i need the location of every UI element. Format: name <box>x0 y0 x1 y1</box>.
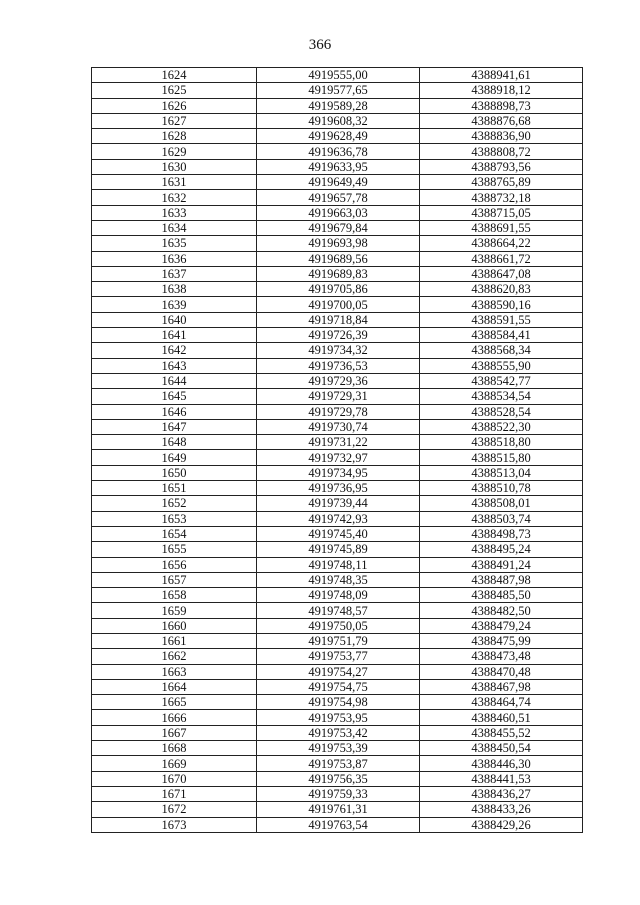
table-row <box>92 511 583 526</box>
point-number-cell: 1668 <box>92 741 257 756</box>
y-coordinate-cell: 4388836,90 <box>420 129 583 144</box>
table-row <box>92 786 583 801</box>
point-number-cell: 1655 <box>92 542 257 557</box>
coordinates-table-body <box>92 68 583 833</box>
x-coordinate-cell: 4919732,97 <box>257 450 420 465</box>
x-coordinate-cell: 4919679,84 <box>257 220 420 235</box>
table-row <box>92 297 583 312</box>
table-row <box>92 542 583 557</box>
x-coordinate-cell: 4919589,28 <box>257 98 420 113</box>
point-number-cell: 1646 <box>92 404 257 419</box>
y-coordinate-cell: 4388479,24 <box>420 618 583 633</box>
point-number-cell: 1626 <box>92 98 257 113</box>
table-row <box>92 741 583 756</box>
point-number-cell: 1644 <box>92 373 257 388</box>
table-row <box>92 817 583 832</box>
x-coordinate-cell: 4919736,53 <box>257 358 420 373</box>
x-coordinate-cell: 4919748,35 <box>257 572 420 587</box>
table-row <box>92 771 583 786</box>
point-number-cell: 1629 <box>92 144 257 159</box>
y-coordinate-cell: 4388491,24 <box>420 557 583 572</box>
point-number-cell: 1661 <box>92 633 257 648</box>
table-row <box>92 83 583 98</box>
y-coordinate-cell: 4388808,72 <box>420 144 583 159</box>
x-coordinate-cell: 4919649,49 <box>257 175 420 190</box>
point-number-cell: 1630 <box>92 159 257 174</box>
point-number-cell: 1628 <box>92 129 257 144</box>
x-coordinate-cell: 4919693,98 <box>257 236 420 251</box>
y-coordinate-cell: 4388898,73 <box>420 98 583 113</box>
table-row <box>92 649 583 664</box>
y-coordinate-cell: 4388515,80 <box>420 450 583 465</box>
table-row <box>92 450 583 465</box>
x-coordinate-cell: 4919739,44 <box>257 496 420 511</box>
point-number-cell: 1638 <box>92 282 257 297</box>
x-coordinate-cell: 4919759,33 <box>257 786 420 801</box>
point-number-cell: 1633 <box>92 205 257 220</box>
y-coordinate-cell: 4388591,55 <box>420 312 583 327</box>
y-coordinate-cell: 4388510,78 <box>420 481 583 496</box>
point-number-cell: 1660 <box>92 618 257 633</box>
y-coordinate-cell: 4388503,74 <box>420 511 583 526</box>
y-coordinate-cell: 4388470,48 <box>420 664 583 679</box>
y-coordinate-cell: 4388876,68 <box>420 113 583 128</box>
point-number-cell: 1657 <box>92 572 257 587</box>
y-coordinate-cell: 4388495,24 <box>420 542 583 557</box>
page-number: 366 <box>308 37 332 53</box>
y-coordinate-cell: 4388436,27 <box>420 786 583 801</box>
x-coordinate-cell: 4919753,42 <box>257 725 420 740</box>
point-number-cell: 1645 <box>92 389 257 404</box>
table-row <box>92 251 583 266</box>
y-coordinate-cell: 4388715,05 <box>420 205 583 220</box>
table-row <box>92 113 583 128</box>
y-coordinate-cell: 4388528,54 <box>420 404 583 419</box>
point-number-cell: 1665 <box>92 695 257 710</box>
y-coordinate-cell: 4388664,22 <box>420 236 583 251</box>
point-number-cell: 1654 <box>92 526 257 541</box>
x-coordinate-cell: 4919754,75 <box>257 679 420 694</box>
table-row <box>92 236 583 251</box>
y-coordinate-cell: 4388691,55 <box>420 220 583 235</box>
point-number-cell: 1631 <box>92 175 257 190</box>
point-number-cell: 1673 <box>92 817 257 832</box>
point-number-cell: 1640 <box>92 312 257 327</box>
point-number-cell: 1625 <box>92 83 257 98</box>
point-number-cell: 1669 <box>92 756 257 771</box>
point-number-cell: 1672 <box>92 802 257 817</box>
x-coordinate-cell: 4919750,05 <box>257 618 420 633</box>
y-coordinate-cell: 4388464,74 <box>420 695 583 710</box>
x-coordinate-cell: 4919763,54 <box>257 817 420 832</box>
x-coordinate-cell: 4919689,83 <box>257 266 420 281</box>
y-coordinate-cell: 4388450,54 <box>420 741 583 756</box>
table-row <box>92 404 583 419</box>
table-row <box>92 679 583 694</box>
x-coordinate-cell: 4919726,39 <box>257 328 420 343</box>
y-coordinate-cell: 4388534,54 <box>420 389 583 404</box>
point-number-cell: 1656 <box>92 557 257 572</box>
y-coordinate-cell: 4388429,26 <box>420 817 583 832</box>
point-number-cell: 1627 <box>92 113 257 128</box>
point-number-cell: 1653 <box>92 511 257 526</box>
coordinates-table <box>91 67 583 833</box>
table-row <box>92 633 583 648</box>
x-coordinate-cell: 4919761,31 <box>257 802 420 817</box>
x-coordinate-cell: 4919729,31 <box>257 389 420 404</box>
x-coordinate-cell: 4919729,78 <box>257 404 420 419</box>
table-row <box>92 618 583 633</box>
point-number-cell: 1637 <box>92 266 257 281</box>
y-coordinate-cell: 4388433,26 <box>420 802 583 817</box>
table-row <box>92 312 583 327</box>
x-coordinate-cell: 4919748,11 <box>257 557 420 572</box>
x-coordinate-cell: 4919753,39 <box>257 741 420 756</box>
x-coordinate-cell: 4919748,57 <box>257 603 420 618</box>
table-row <box>92 175 583 190</box>
y-coordinate-cell: 4388590,16 <box>420 297 583 312</box>
y-coordinate-cell: 4388482,50 <box>420 603 583 618</box>
x-coordinate-cell: 4919745,40 <box>257 526 420 541</box>
x-coordinate-cell: 4919657,78 <box>257 190 420 205</box>
point-number-cell: 1647 <box>92 419 257 434</box>
y-coordinate-cell: 4388568,34 <box>420 343 583 358</box>
point-number-cell: 1634 <box>92 220 257 235</box>
x-coordinate-cell: 4919745,89 <box>257 542 420 557</box>
table-row <box>92 205 583 220</box>
table-row <box>92 526 583 541</box>
point-number-cell: 1671 <box>92 786 257 801</box>
table-row <box>92 358 583 373</box>
y-coordinate-cell: 4388941,61 <box>420 68 583 83</box>
table-row <box>92 328 583 343</box>
x-coordinate-cell: 4919628,49 <box>257 129 420 144</box>
point-number-cell: 1624 <box>92 68 257 83</box>
x-coordinate-cell: 4919663,03 <box>257 205 420 220</box>
y-coordinate-cell: 4388446,30 <box>420 756 583 771</box>
table-row <box>92 710 583 725</box>
point-number-cell: 1650 <box>92 465 257 480</box>
table-row <box>92 373 583 388</box>
y-coordinate-cell: 4388793,56 <box>420 159 583 174</box>
y-coordinate-cell: 4388473,48 <box>420 649 583 664</box>
point-number-cell: 1663 <box>92 664 257 679</box>
table-row <box>92 725 583 740</box>
table-row <box>92 664 583 679</box>
y-coordinate-cell: 4388467,98 <box>420 679 583 694</box>
y-coordinate-cell: 4388661,72 <box>420 251 583 266</box>
table-row <box>92 557 583 572</box>
y-coordinate-cell: 4388485,50 <box>420 588 583 603</box>
x-coordinate-cell: 4919729,36 <box>257 373 420 388</box>
point-number-cell: 1652 <box>92 496 257 511</box>
x-coordinate-cell: 4919753,87 <box>257 756 420 771</box>
x-coordinate-cell: 4919633,95 <box>257 159 420 174</box>
point-number-cell: 1636 <box>92 251 257 266</box>
y-coordinate-cell: 4388508,01 <box>420 496 583 511</box>
table-row <box>92 266 583 281</box>
point-number-cell: 1648 <box>92 435 257 450</box>
x-coordinate-cell: 4919718,84 <box>257 312 420 327</box>
point-number-cell: 1639 <box>92 297 257 312</box>
table-row <box>92 588 583 603</box>
table-row <box>92 129 583 144</box>
table-row <box>92 496 583 511</box>
y-coordinate-cell: 4388518,80 <box>420 435 583 450</box>
x-coordinate-cell: 4919731,22 <box>257 435 420 450</box>
table-row <box>92 465 583 480</box>
table-row <box>92 435 583 450</box>
point-number-cell: 1667 <box>92 725 257 740</box>
table-row <box>92 695 583 710</box>
y-coordinate-cell: 4388522,30 <box>420 419 583 434</box>
x-coordinate-cell: 4919742,93 <box>257 511 420 526</box>
point-number-cell: 1651 <box>92 481 257 496</box>
x-coordinate-cell: 4919608,32 <box>257 113 420 128</box>
point-number-cell: 1641 <box>92 328 257 343</box>
table-row <box>92 481 583 496</box>
point-number-cell: 1649 <box>92 450 257 465</box>
y-coordinate-cell: 4388460,51 <box>420 710 583 725</box>
x-coordinate-cell: 4919734,32 <box>257 343 420 358</box>
table-row <box>92 572 583 587</box>
y-coordinate-cell: 4388455,52 <box>420 725 583 740</box>
table-row <box>92 756 583 771</box>
point-number-cell: 1642 <box>92 343 257 358</box>
point-number-cell: 1670 <box>92 771 257 786</box>
y-coordinate-cell: 4388555,90 <box>420 358 583 373</box>
table-row <box>92 282 583 297</box>
x-coordinate-cell: 4919748,09 <box>257 588 420 603</box>
x-coordinate-cell: 4919577,65 <box>257 83 420 98</box>
y-coordinate-cell: 4388765,89 <box>420 175 583 190</box>
point-number-cell: 1664 <box>92 679 257 694</box>
x-coordinate-cell: 4919756,35 <box>257 771 420 786</box>
x-coordinate-cell: 4919734,95 <box>257 465 420 480</box>
y-coordinate-cell: 4388475,99 <box>420 633 583 648</box>
x-coordinate-cell: 4919753,77 <box>257 649 420 664</box>
table-row <box>92 98 583 113</box>
x-coordinate-cell: 4919753,95 <box>257 710 420 725</box>
y-coordinate-cell: 4388441,53 <box>420 771 583 786</box>
point-number-cell: 1658 <box>92 588 257 603</box>
table-row <box>92 159 583 174</box>
x-coordinate-cell: 4919736,95 <box>257 481 420 496</box>
y-coordinate-cell: 4388542,77 <box>420 373 583 388</box>
table-row <box>92 603 583 618</box>
y-coordinate-cell: 4388918,12 <box>420 83 583 98</box>
y-coordinate-cell: 4388498,73 <box>420 526 583 541</box>
table-row <box>92 419 583 434</box>
table-row <box>92 343 583 358</box>
x-coordinate-cell: 4919705,86 <box>257 282 420 297</box>
y-coordinate-cell: 4388647,08 <box>420 266 583 281</box>
x-coordinate-cell: 4919754,27 <box>257 664 420 679</box>
table-row <box>92 144 583 159</box>
point-number-cell: 1659 <box>92 603 257 618</box>
y-coordinate-cell: 4388732,18 <box>420 190 583 205</box>
x-coordinate-cell: 4919754,98 <box>257 695 420 710</box>
point-number-cell: 1662 <box>92 649 257 664</box>
table-row <box>92 220 583 235</box>
table-row <box>92 802 583 817</box>
x-coordinate-cell: 4919700,05 <box>257 297 420 312</box>
point-number-cell: 1632 <box>92 190 257 205</box>
table-row <box>92 389 583 404</box>
point-number-cell: 1643 <box>92 358 257 373</box>
x-coordinate-cell: 4919730,74 <box>257 419 420 434</box>
y-coordinate-cell: 4388487,98 <box>420 572 583 587</box>
table-row <box>92 68 583 83</box>
x-coordinate-cell: 4919636,78 <box>257 144 420 159</box>
point-number-cell: 1666 <box>92 710 257 725</box>
x-coordinate-cell: 4919555,00 <box>257 68 420 83</box>
x-coordinate-cell: 4919689,56 <box>257 251 420 266</box>
x-coordinate-cell: 4919751,79 <box>257 633 420 648</box>
point-number-cell: 1635 <box>92 236 257 251</box>
y-coordinate-cell: 4388513,04 <box>420 465 583 480</box>
y-coordinate-cell: 4388620,83 <box>420 282 583 297</box>
y-coordinate-cell: 4388584,41 <box>420 328 583 343</box>
table-row <box>92 190 583 205</box>
